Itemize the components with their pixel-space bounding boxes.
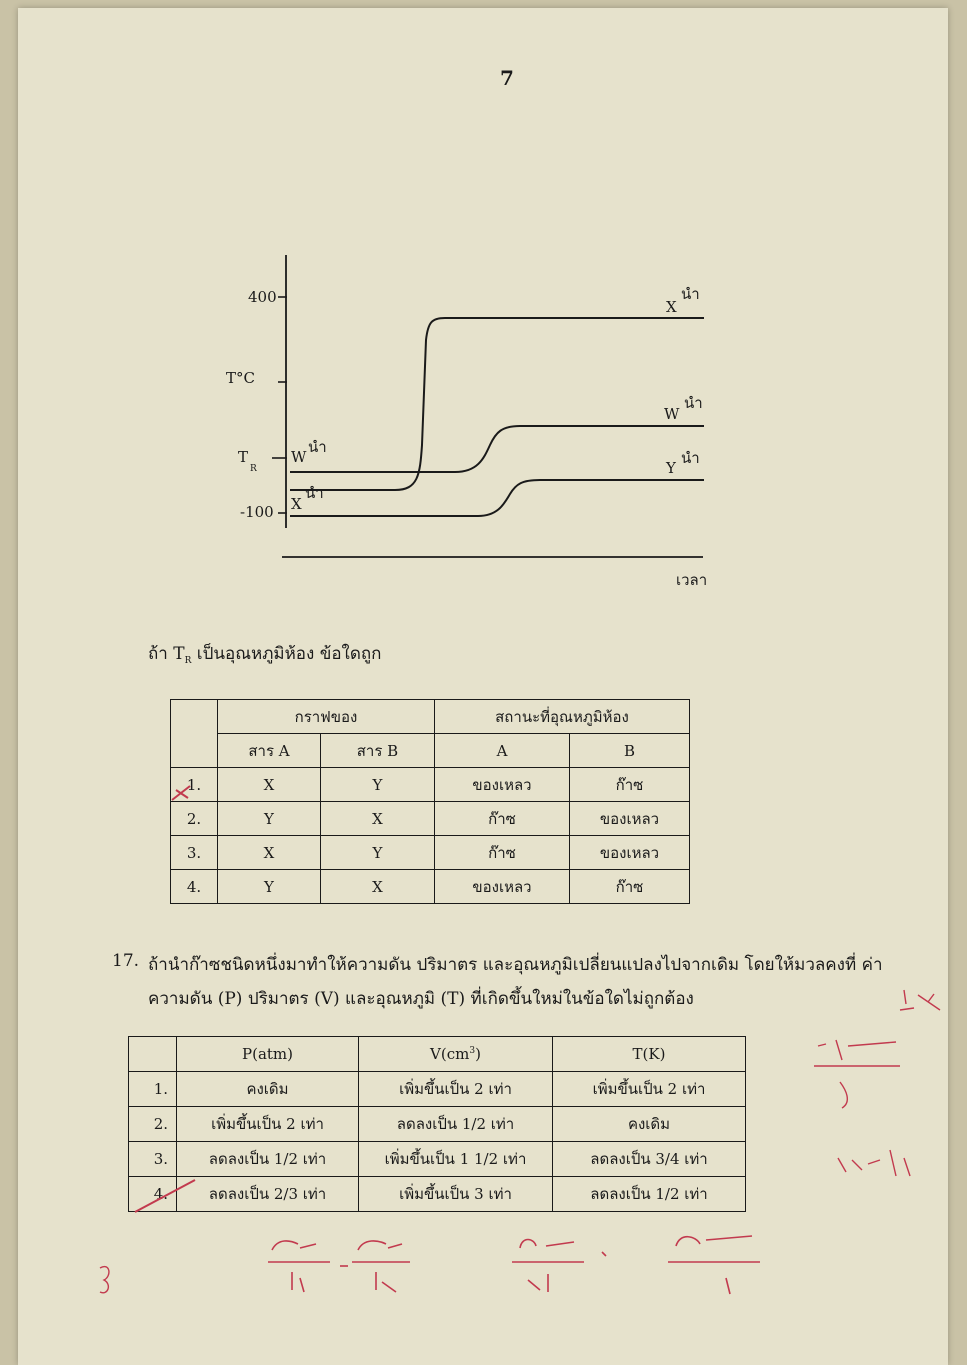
corner-cell bbox=[171, 700, 218, 768]
option-number: 1. bbox=[171, 768, 218, 802]
curve-label-w-start: W bbox=[291, 448, 307, 466]
curve-label-w-end: W bbox=[664, 405, 680, 423]
curve-y bbox=[290, 480, 704, 516]
header-state: สถานะที่อุณหภูมิห้อง bbox=[435, 700, 690, 734]
option-number: 3. bbox=[171, 836, 218, 870]
cell-state-a: ก๊าซ bbox=[435, 802, 570, 836]
prompt-prefix: ถ้า T bbox=[148, 644, 185, 664]
cell-substance-b: X bbox=[321, 870, 435, 904]
tick-label-tr-sub: R bbox=[250, 464, 257, 474]
header-volume-text: V(cm bbox=[430, 1045, 470, 1063]
header-state-a: A bbox=[435, 734, 570, 768]
tick-label-tr: T bbox=[238, 448, 249, 466]
cell-temperature: ลดลงเป็น 3/4 เท่า bbox=[553, 1142, 746, 1177]
cell-state-a: ของเหลว bbox=[435, 768, 570, 802]
question-17-line-1: ถ้านำก๊าซชนิดหนึ่งมาทำให้ความดัน ปริมาตร และอุณหภูมิเปลี่ยนแปลงไปจากเดิม โดยให้มวลคงที่ ค่า bbox=[148, 955, 883, 975]
option-number: 4. bbox=[129, 1177, 177, 1212]
prompt-suffix: เป็นอุณหภูมิห้อง ข้อใดถูก bbox=[191, 644, 382, 664]
cell-substance-b: X bbox=[321, 802, 435, 836]
option-number: 2. bbox=[171, 802, 218, 836]
cell-substance-b: Y bbox=[321, 768, 435, 802]
question-17-line-2: ความดัน (P) ปริมาตร (V) และอุณหภูมิ (T) ที่เกิดขึ้นใหม่ในข้อใดไม่ถูกต้อง bbox=[148, 989, 694, 1009]
header-volume-sup: 3 bbox=[469, 1046, 476, 1056]
question-17-number: 17. bbox=[112, 951, 140, 971]
temperature-time-graph bbox=[0, 0, 967, 620]
curve-label-y-end: Y bbox=[666, 459, 676, 477]
table-row bbox=[129, 1142, 746, 1177]
table-row bbox=[129, 1107, 746, 1142]
table-row bbox=[171, 802, 690, 836]
option-number: 2. bbox=[129, 1107, 177, 1142]
tick-label-minus100: -100 bbox=[240, 503, 274, 521]
cell-pressure: คงเดิม bbox=[177, 1072, 359, 1107]
cell-state-a: ก๊าซ bbox=[435, 836, 570, 870]
header-volume-close: ) bbox=[475, 1045, 481, 1063]
cell-substance-a: Y bbox=[218, 802, 321, 836]
cell-volume: เพิ่มขึ้นเป็น 2 เท่า bbox=[359, 1072, 553, 1107]
curve-label-x-end: X bbox=[666, 298, 677, 316]
header-pressure: P(atm) bbox=[177, 1037, 359, 1072]
cell-volume: เพิ่มขึ้นเป็น 1 1/2 เท่า bbox=[359, 1142, 553, 1177]
question-17-table bbox=[128, 1036, 746, 1212]
table-row bbox=[171, 768, 690, 802]
curve-label-w-start-sup: นำ bbox=[308, 438, 327, 456]
curve-x bbox=[290, 318, 704, 490]
table-row bbox=[129, 1072, 746, 1107]
question-16-prompt bbox=[148, 640, 381, 667]
cell-pressure: ลดลงเป็น 2/3 เท่า bbox=[177, 1177, 359, 1212]
cell-pressure: ลดลงเป็น 1/2 เท่า bbox=[177, 1142, 359, 1177]
table-row bbox=[129, 1177, 746, 1212]
cell-substance-a: X bbox=[218, 836, 321, 870]
curve-label-w-end-sup: นำ bbox=[684, 394, 703, 412]
cell-temperature: ลดลงเป็น 1/2 เท่า bbox=[553, 1177, 746, 1212]
table-row bbox=[171, 836, 690, 870]
header-substance-b: สาร B bbox=[321, 734, 435, 768]
curve-w bbox=[290, 426, 704, 472]
header-graph-of: กราฟของ bbox=[218, 700, 435, 734]
cell-state-b: ของเหลว bbox=[570, 802, 690, 836]
y-axis-label: T°C bbox=[226, 369, 255, 387]
cell-substance-b: Y bbox=[321, 836, 435, 870]
curve-label-x-end-sup: นำ bbox=[681, 285, 700, 303]
curve-label-y-end-sup: นำ bbox=[681, 449, 700, 467]
cell-temperature: คงเดิม bbox=[553, 1107, 746, 1142]
cell-substance-a: X bbox=[218, 768, 321, 802]
prompt-subscript: R bbox=[184, 656, 192, 666]
question-16-table bbox=[170, 699, 690, 904]
cell-pressure: เพิ่มขึ้นเป็น 2 เท่า bbox=[177, 1107, 359, 1142]
option-number: 3. bbox=[129, 1142, 177, 1177]
option-number: 4. bbox=[171, 870, 218, 904]
tick-label-400: 400 bbox=[248, 288, 277, 306]
cell-state-a: ของเหลว bbox=[435, 870, 570, 904]
header-state-b: B bbox=[570, 734, 690, 768]
cell-state-b: ก๊าซ bbox=[570, 870, 690, 904]
cell-volume: เพิ่มขึ้นเป็น 3 เท่า bbox=[359, 1177, 553, 1212]
cell-state-b: ก๊าซ bbox=[570, 768, 690, 802]
cell-state-b: ของเหลว bbox=[570, 836, 690, 870]
x-axis-label: เวลา bbox=[676, 571, 708, 589]
cell-substance-a: Y bbox=[218, 870, 321, 904]
cell-temperature: เพิ่มขึ้นเป็น 2 เท่า bbox=[553, 1072, 746, 1107]
header-substance-a: สาร A bbox=[218, 734, 321, 768]
corner-cell bbox=[129, 1037, 177, 1072]
page-number: 7 bbox=[500, 66, 514, 90]
cell-volume: ลดลงเป็น 1/2 เท่า bbox=[359, 1107, 553, 1142]
curve-label-x-start-sup: นำ bbox=[305, 484, 324, 502]
table-row bbox=[171, 870, 690, 904]
header-volume bbox=[359, 1037, 553, 1072]
header-temperature: T(K) bbox=[553, 1037, 746, 1072]
option-number: 1. bbox=[129, 1072, 177, 1107]
curve-label-x-start: X bbox=[291, 495, 302, 513]
